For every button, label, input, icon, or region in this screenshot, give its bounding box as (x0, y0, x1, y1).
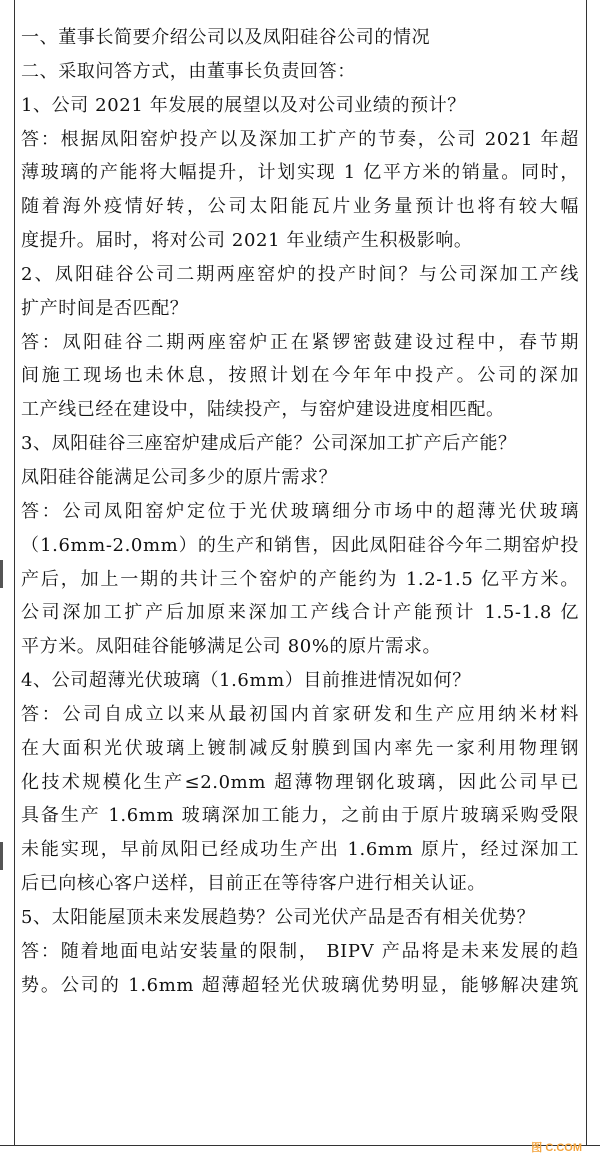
document-line: 二、采取问答方式，由董事长负责回答： (21, 60, 356, 82)
document-line: 势。公司的 1.6mm 超薄超轻光伏玻璃优势明显，能够解决建筑 (21, 974, 579, 996)
document-line: 答：根据凤阳窑炉投产以及深加工扩产的节奏，公司 2021 年超 (21, 128, 579, 150)
document-line: 后已向核心客户送样，目前正在等待客户进行相关认证。 (21, 873, 486, 895)
document-line: 薄玻璃的产能将大幅提升，计划实现 1 亿平方米的销量。同时， (21, 162, 579, 184)
document-line: 间施工现场也未休息，按照计划在今年年中投产。公司的深加 (21, 365, 579, 387)
document-line: 答：随着地面电站安装量的限制， BIPV 产品将是未来发展的趋 (21, 940, 579, 962)
left-margin-mark (0, 560, 3, 588)
left-column-border (14, 0, 15, 1146)
document-line: 化技术规模化生产≤2.0mm 超薄物理钢化玻璃，因此公司早已 (21, 771, 579, 793)
document-line: 未能实现，早前凤阳已经成功生产出 1.6mm 原片，经过深加工 (21, 839, 579, 861)
document-line: 平方米。凤阳硅谷能够满足公司 80%的原片需求。 (21, 636, 442, 658)
document-line: 一、董事长简要介绍公司以及凤阳硅谷公司的情况 (21, 27, 431, 48)
document-line: 答：凤阳硅谷二期两座窑炉正在紧锣密鼓建设过程中，春节期 (21, 331, 579, 353)
document-line: 5、太阳能屋顶未来发展趋势？公司光伏产品是否有相关优势？ (21, 906, 536, 928)
right-column-border (586, 0, 587, 1146)
document-line: 答：公司自成立以来从最初国内首家研发和生产应用纳米材料 (21, 703, 579, 725)
document-line: 1、公司 2021 年发展的展望以及对公司业绩的预计？ (21, 94, 466, 116)
document-line: 在大面积光伏玻璃上镀制减反射膜到国内率先一家利用物理钢 (21, 737, 579, 759)
document-line: 答：公司凤阳窑炉定位于光伏玻璃细分市场中的超薄光伏玻璃 (21, 500, 579, 522)
document-line: 3、凤阳硅谷三座窑炉建成后产能？公司深加工扩产后产能？ (21, 433, 517, 455)
document-line: 4、公司超薄光伏玻璃（1.6mm）目前推进情况如何？ (21, 670, 471, 692)
bottom-border (0, 1145, 600, 1146)
document-line: 产后，加上一期的共计三个窑炉的产能约为 1.2-1.5 亿平方米。 (21, 568, 579, 590)
document-line: 公司深加工扩产后加原来深加工产线合计产能预计 1.5-1.8 亿 (21, 602, 579, 624)
document-line: 度提升。届时，将对公司 2021 年业绩产生积极影响。 (21, 230, 473, 252)
watermark-text: 图 C.COM (531, 1142, 582, 1154)
document-line: 2、凤阳硅谷公司二期两座窑炉的投产时间？与公司深加工产线 (21, 263, 579, 285)
document-line: （1.6mm-2.0mm）的生产和销售，因此凤阳硅谷今年二期窑炉投 (21, 534, 579, 556)
document-line: 具备生产 1.6mm 玻璃深加工能力，之前由于原片玻璃采购受限 (21, 805, 579, 827)
left-margin-mark (0, 842, 3, 870)
document-line: 扩产时间是否匹配？ (21, 297, 189, 319)
document-body (21, 21, 579, 1002)
document-line: 工产线已经在建设中，陆续投产，与窑炉建设进度相匹配。 (21, 399, 505, 421)
document-line: 随着海外疫情好转，公司太阳能瓦片业务量预计也将有较大幅 (21, 196, 579, 218)
document-line: 凤阳硅谷能满足公司多少的原片需求？ (21, 466, 338, 488)
